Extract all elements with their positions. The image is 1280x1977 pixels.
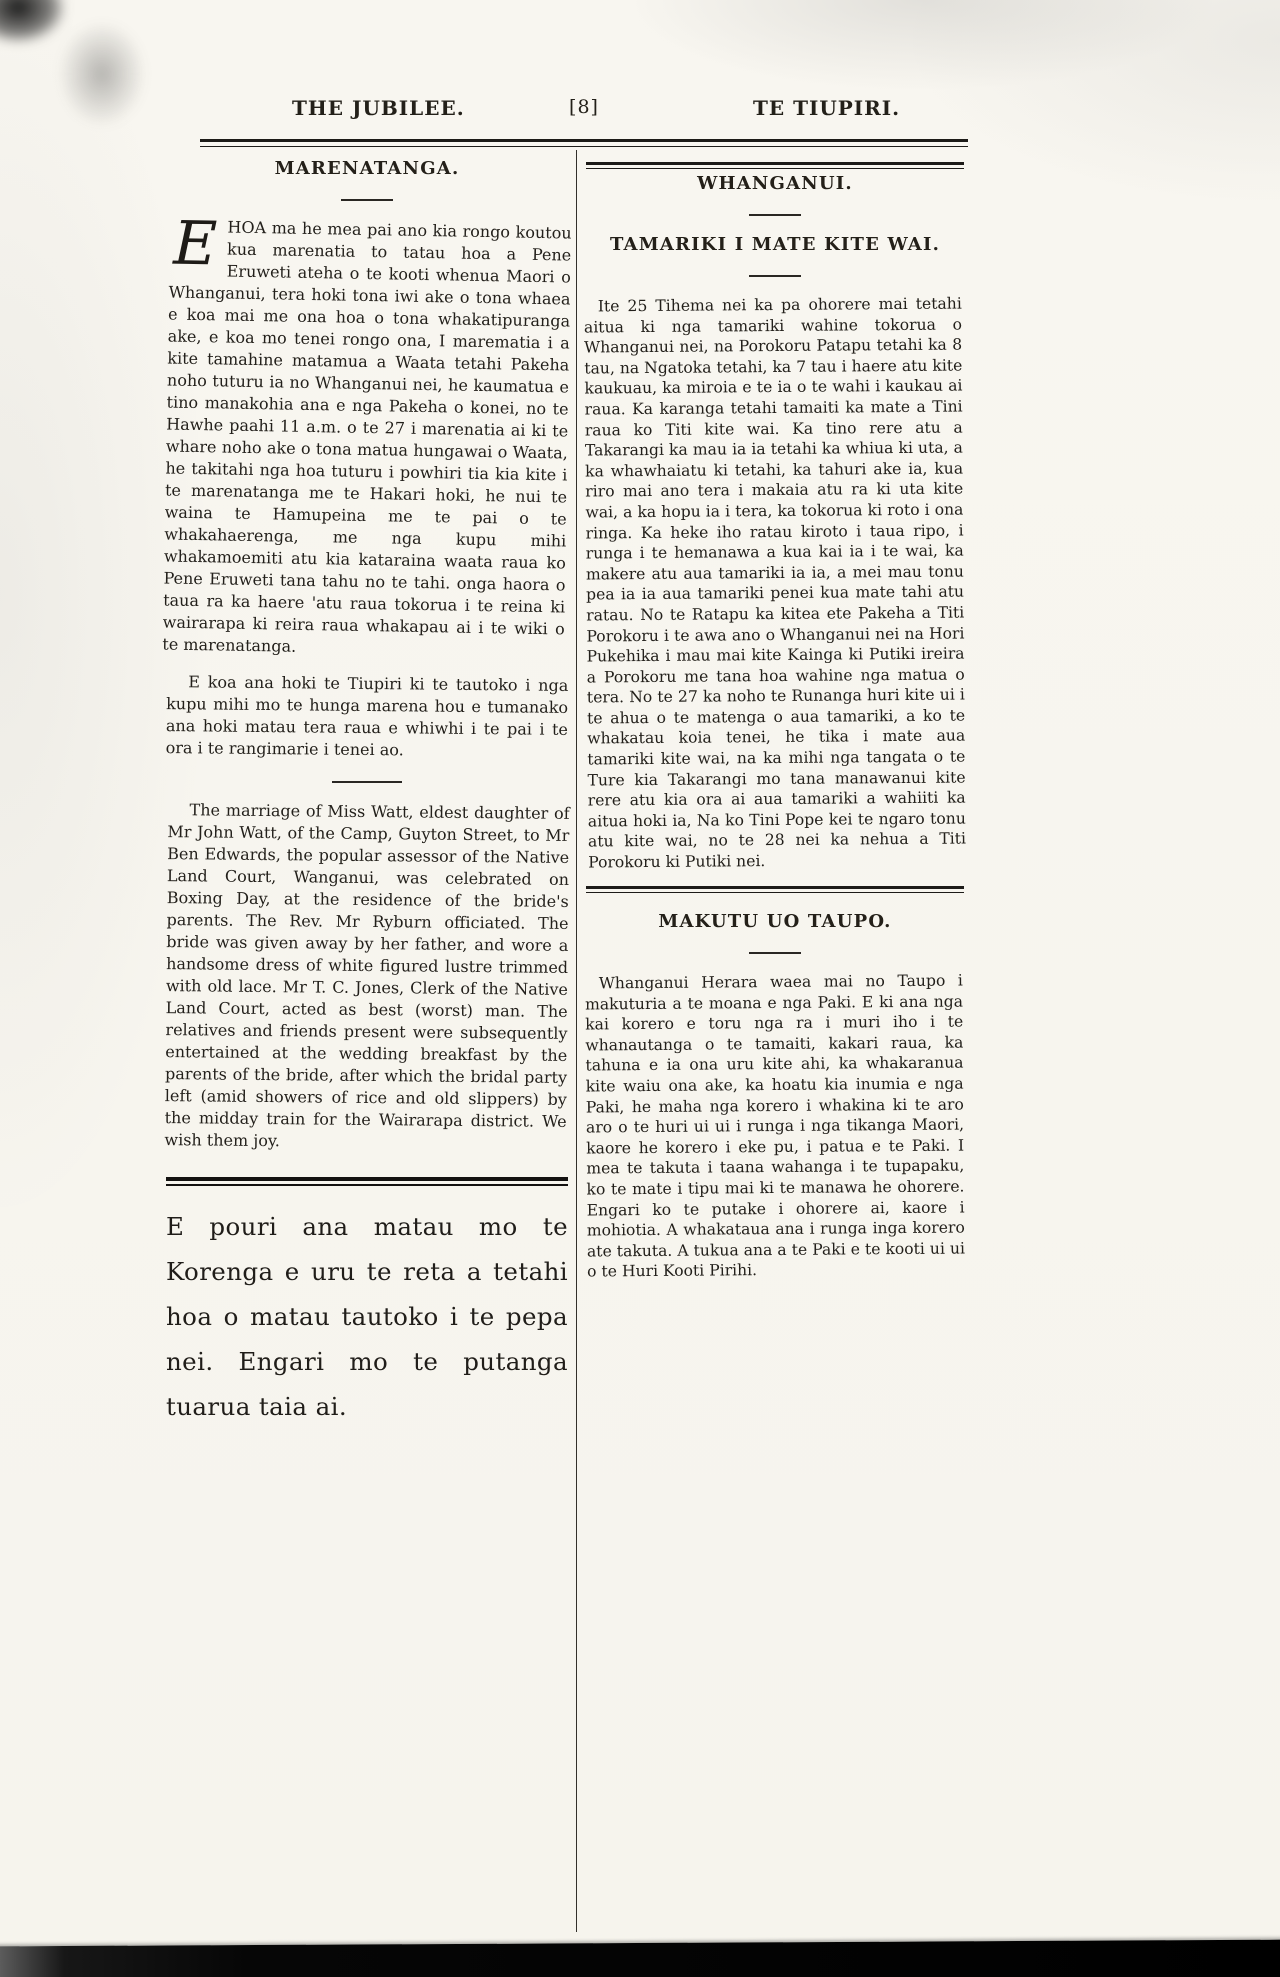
scan-corner-artifact xyxy=(0,0,165,150)
section-double-rule xyxy=(586,886,964,893)
tamariki-paragraph: Ite 25 Tihema nei ka pa ohorere mai tetahi aitua ki nga tamariki wahine tokorua o Whanganui nei, na Porokoru Patapu tetahi ka 8 tau, na Ngatoka tetahi, ka 7 tau i haere atu kite kaukuau, ka miroia e te ia o te wahi i kaukau ai raua. Ka karanga tetahi tamaiti ka mate a Tini raua ko Titi kite wai. Ka tino rere atu a Takarangi ka mau ia ia tetahi ka whiua ki uta, a ka whawhaiatu ki tetahi, ka tahuri ake ia, kua riro mai ano tera i makaia atu ra ki uta kite wai, a ka hopu ia i tera, ka tokorua ki roto i ona ringa. Ka heke iho ratau kiroto i taua ripo, i runga i te hemanawa a kua kai ia i te wai, ka makere atu aua tamariki ia ia, a mei mau tonu pea ia ia aua tamariki penei kua mate tahi atu ratau. No te Ratapu ka kitea ete Pakeha a Titi Porokoru i te awa ano o Whanganui nei na Hori Pukehika i mau mai kite Kainga ki Putiki ireira a Porokoru me tana hoa wahine nga matua o tera. No te 27 ka noho te Runanga huri kite ui i te ahua o te matenga o aua tamariki, a ko te whakatau koia tenei, he tika i mate aua tamariki kite wai, na ka mihi nga tangata o te Ture kia Takarangi mo tana manawanui kite rere atu kia ora ai aua tamariki a wahiiti ka aitua hoki ia, Na ko Tini Pope kei te ngaro tonu atu kite wai, no te 28 nei ka nehua a Titi Porokoru ki Putiki nei. xyxy=(583,294,967,872)
right-column xyxy=(583,150,967,1940)
marriage-english-paragraph: The marriage of Miss Watt, eldest daughter of Mr John Watt, of the Camp, Guyton Street, to Mr Ben Edwards, the popular assessor of the Native Land Court, Wanganui, was celebrated on Boxing Day, at the residence of the bride's parents. The Rev. Mr Ryburn officiated. The bride was given away by her father, and wore a handsome dress of white figured lustre trimmed with old lace. Mr T. C. Jones, Clerk of the Native Land Court, acted as best (worst) man. The relatives and friends present were subsequently entertained at the wedding breakfast by the parents of the bride, after which the bridal party left (amid showers of rice and old slippers) by the midday train for the Wairarapa district. We wish them joy. xyxy=(164,800,570,1151)
column-divider-rule xyxy=(576,150,577,1932)
editorial-notice-paragraph: E pouri ana matau mo te Korenga e uru te reta a tetahi hoa o matau tautoko i te pepa nei. Engari mo te putanga tuarua taia ai. xyxy=(166,1212,568,1421)
heading-divider xyxy=(749,275,801,277)
article-title-makutu: MAKUTU UO TAUPO. xyxy=(658,910,892,932)
heading-divider xyxy=(749,952,801,954)
article-title-marenatanga: MARENATANGA. xyxy=(274,158,460,179)
section-divider xyxy=(332,781,402,783)
scan-bottom-edge xyxy=(0,1940,1280,1977)
left-column xyxy=(162,150,572,1940)
article-title-tamariki: TAMARIKI I MATE KITE WAI. xyxy=(609,234,941,255)
heavy-double-rule xyxy=(166,1177,568,1186)
marenatanga-paragraph-1-text: HOA ma he mea pai ano kia rongo koutou kua marenatia to tatau hoa a Pene Eruweti ateha o te kooti whenua Maori o Whanganui, tera hoki tona iwi ake o tona whaea e koa mai me ona hoa o tona whakatipuranga ake, e koa mo tenei rongo ona, I marematia i a kite tamahine matamua a Waata tetahi Pakeha noho tuturu ia no Whanganui nei, he kaumatua e tino manakohia ana e nga Pakeha o konei, no te Hawhe paahi 11 a.m. o te 27 i marenatia ai ki te whare noho ake o tona matua hungawai o Waata, he takitahi nga hoa tuturu i powhiri tia kia kite i te marenatanga me te Hakari hoki, he nui te waina te Hamupeina me te pai o te whakahaerenga, me nga kupu mihi whakamoemiti atu kia kataraina waata raua ko Pene Eruweti tana tahu no te tahi. onga haora o taua ra ka haere 'atu raua tokorua i te reina ki wairarapa ki reira raua whakapau ai i te wiki o te marenatanga. xyxy=(162,217,572,656)
header-double-rule xyxy=(200,139,968,147)
drop-cap-letter: E xyxy=(172,208,218,280)
page-number: [8] xyxy=(569,96,599,118)
section-title-whanganui: WHANGANUI. xyxy=(697,173,853,194)
column-top-double-rule xyxy=(586,162,964,169)
page-header xyxy=(200,96,968,134)
heading-divider xyxy=(341,199,393,201)
page-content xyxy=(162,150,967,1940)
makutu-paragraph: Whanganui Herara waea mai no Taupo i makuturia a te moana e nga Paki. E ki ana nga kai korero e toru nga ra i muri iho i te whanautanga o te tamaiti, kakari raua, ka tahuna e ia ona uru kite ahi, ka whakaranua kite waiu ona ake, ka hoatu kia inumia e nga Paki, he maha nga korero i whakina ki te aro aro o te huri ui ui i runga i nga tikanga Maori, kaore he korero i eke pu, i patua e te Paki. I mea te takuta i taana wahanga i te tupapaku, ko te mate i tipu mai ki te manawa he ohorere. Engari ko te putake i ohorere ai, kaore i mohiotia. A whakataua ana i runga inga korero ate takuta. A tukua ana a te Paki e te kooti ui ui o te Huri Kooti Pirihi. xyxy=(584,971,966,1281)
marenatanga-paragraph-1 xyxy=(162,208,572,663)
marenatanga-paragraph-2: E koa ana hoki te Tiupiri ki te tautoko i nga kupu mihi mo te hunga marena hou e tumanako ana hoki matau tera raua e whiwhi i te pai i te ora i te rangimarie i tenei ao. xyxy=(165,672,569,760)
heading-divider xyxy=(749,214,801,216)
newspaper-title-maori: TE TIUPIRI. xyxy=(753,96,901,120)
newspaper-title-english: THE JUBILEE. xyxy=(292,96,465,120)
